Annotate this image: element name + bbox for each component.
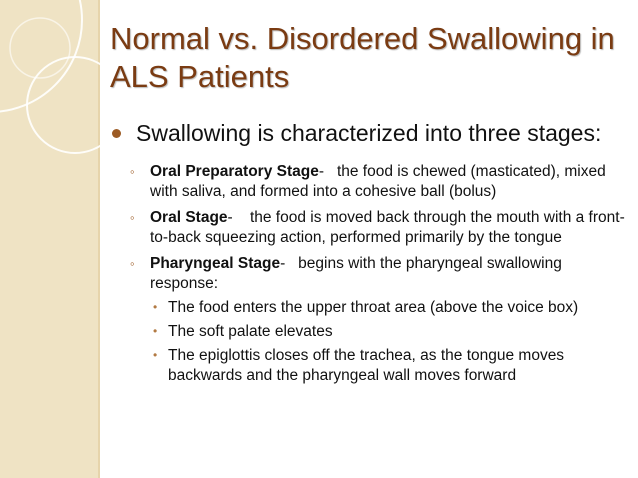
- content-list: [112, 120, 632, 386]
- deco-circle-large: [0, 0, 82, 112]
- step-text: The soft palate elevates: [168, 323, 333, 340]
- slide-title: Normal vs. Disordered Swallowing in ALS Patients: [110, 21, 615, 94]
- step-item: [112, 346, 632, 386]
- stage-name: Pharyngeal Stage: [150, 255, 281, 272]
- bullet-dot-icon: [112, 129, 121, 138]
- stage-item: [112, 254, 632, 294]
- step-text: The food enters the upper throat area (above the voice box): [168, 299, 579, 316]
- bullet-small-dot-icon: •: [153, 348, 158, 362]
- step-item: [112, 298, 632, 318]
- stage-text: the food is moved back through the mouth with a front-to-back squeezing action, performed primarily by the tongue: [150, 209, 625, 246]
- stage-text: the food is chewed (masticated), mixed with saliva, and formed into a cohesive ball (bolus): [150, 163, 606, 200]
- bullet-circle-icon: ◦: [130, 210, 135, 225]
- stage-name: Oral Preparatory Stage: [150, 163, 319, 180]
- deco-circle-small: [10, 18, 70, 78]
- stage-separator: -: [280, 255, 286, 272]
- stage-separator: -: [318, 163, 325, 180]
- intro-bullet: [112, 120, 632, 147]
- stage-item: [112, 208, 632, 248]
- bullet-small-dot-icon: •: [153, 324, 158, 338]
- step-item: [112, 322, 632, 342]
- bullet-circle-icon: ◦: [130, 256, 135, 271]
- stage-text: begins with the pharyngeal swallowing response:: [150, 255, 562, 292]
- step-text: The epiglottis closes off the trachea, as the tongue moves backwards and the pharyngeal wall moves forward: [168, 347, 565, 384]
- stage-item: [112, 162, 632, 202]
- bullet-small-dot-icon: •: [153, 300, 158, 314]
- deco-circle-medium: [27, 57, 123, 153]
- stage-separator: -: [227, 209, 233, 226]
- stage-name: Oral Stage: [150, 209, 228, 226]
- intro-text: Swallowing is characterized into three stages:: [136, 120, 602, 146]
- bullet-circle-icon: ◦: [130, 164, 135, 179]
